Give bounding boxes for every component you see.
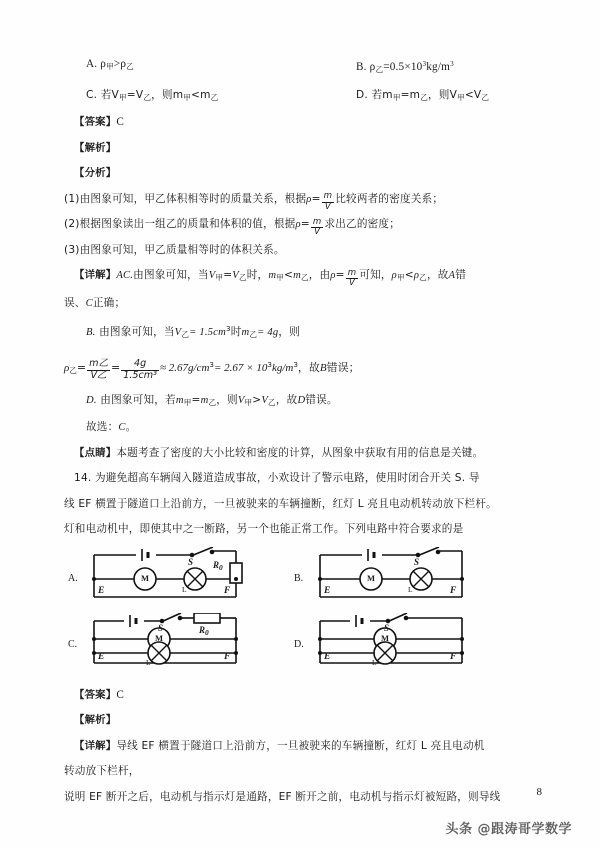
detail-d-v2: V <box>261 394 269 406</box>
detail-b-text-1: 由图象可知，当 <box>99 326 175 338</box>
detail-b-m: m <box>241 327 250 338</box>
detail-b-m-sub: 乙 <box>249 330 258 339</box>
q14-detail-line-3: 说明 EF 断开之后，电动机与指示灯是通路，EF 断开之前，电动机与指示灯被短路，则导线 <box>64 790 501 803</box>
eq-fraction-1-den: V乙 <box>87 370 110 381</box>
detail-ac-m1-sub: 甲 <box>276 273 284 282</box>
q13-detail-ac-cont <box>64 291 538 317</box>
option-c-sub-1: 甲 <box>118 92 127 102</box>
option-b-prefix: B. ρ <box>356 61 376 73</box>
detail-ac-text-6: 错 <box>455 269 466 281</box>
eq-fraction-2 <box>121 359 159 380</box>
circuit-b-node-e: E <box>324 585 331 596</box>
detail-d-text-1: 由图象可知，若 <box>100 393 176 406</box>
q14-detail-tag: 【详解】 <box>74 739 117 752</box>
detail-ac-text-1: 由图象可知，当 <box>133 269 209 281</box>
circuit-b-node-f: F <box>450 585 457 596</box>
q14-answer-line <box>64 683 538 709</box>
detail-ac-formula-equals: = <box>335 269 345 281</box>
eq-tail: ，故 <box>297 360 320 374</box>
detail-d-m1-sub: 甲 <box>183 397 192 407</box>
circuit-c-lamp-label: L <box>146 657 151 667</box>
analysis-2-numerator: m <box>312 216 322 227</box>
detail-ac-lt: < <box>284 269 294 281</box>
detail-ac-cont-label-c: C <box>85 297 93 309</box>
detail-d-v1: V <box>237 394 245 406</box>
choose-dot: 。 <box>125 421 137 433</box>
q14-detail-line-1 <box>64 734 538 760</box>
q13-answer-tag: 【答案】 <box>74 116 117 128</box>
page-content <box>64 52 538 810</box>
detail-ac-text-4: 可知， <box>359 269 392 281</box>
eq-rho: ρ <box>64 361 70 374</box>
analysis-2-denominator: V <box>311 227 324 237</box>
option-c-text-1: C. 若V <box>86 88 119 101</box>
q13-choose-line <box>64 415 538 441</box>
detail-ac-label-a: A <box>448 270 456 281</box>
circuit-d-node-e: E <box>324 651 331 662</box>
analysis-2-rho: ρ <box>295 219 301 230</box>
detail-ac-denominator: V <box>346 278 359 288</box>
detail-d-m1: m <box>175 394 184 406</box>
q14-answer-tag: 【答案】 <box>74 688 117 701</box>
eq-approx: ≈ 2.67g/cm <box>160 361 210 374</box>
detail-ac-text-5: ，故 <box>426 269 449 281</box>
option-c-sub-2: 乙 <box>143 92 152 102</box>
q13-detail-d <box>64 388 538 416</box>
circuit-c-node-e: E <box>98 651 105 662</box>
q13-insight-tag: 【点睛】 <box>74 446 117 459</box>
detail-d-label: D. <box>86 394 97 406</box>
detail-b-value-exp: 3 <box>225 324 231 333</box>
circuit-diagram-a[interactable] <box>84 547 270 605</box>
choose-value: C <box>118 422 126 433</box>
circuit-d-switch-label: S <box>384 622 390 633</box>
analysis-1-text-b: 比较两者的密度关系； <box>335 192 444 205</box>
circuit-row-bottom <box>64 613 538 677</box>
option-d-sub-4: 乙 <box>481 92 490 102</box>
detail-ac-m1: m <box>268 270 277 281</box>
circuit-d-motor-label: M <box>381 632 390 643</box>
q13-breakdown-line <box>64 161 538 187</box>
option-d-text-2: =m <box>400 88 421 101</box>
circuit-option-label-b: B. <box>294 572 304 584</box>
circuit-c-motor-label: M <box>155 632 164 643</box>
detail-ac-r1-sub: 甲 <box>396 273 405 282</box>
detail-ac-equals: = <box>223 269 233 281</box>
option-c-text-2: =V <box>126 88 144 101</box>
eq-fraction-2-num: 4g <box>134 358 147 370</box>
detail-ac-cont-text-2: 正确； <box>92 296 126 309</box>
q14-stem-line-1: 14. 为避免超高车辆闯入隧道造成事故，小欢设计了警示电路，使用时闭合开关 S. 导 <box>74 472 480 484</box>
circuit-a-motor-label: M <box>141 572 150 583</box>
option-c-sub-4: 乙 <box>210 92 219 102</box>
option-a-relation: >ρ <box>113 58 127 70</box>
option-b-exponent: 3 <box>422 60 427 68</box>
detail-d-v1-sub: 甲 <box>244 397 253 407</box>
detail-ac-v1: V <box>208 270 216 281</box>
option-row-ab <box>64 52 538 83</box>
q13-answer-line <box>64 110 538 136</box>
option-a <box>64 52 356 83</box>
eq-fraction-1 <box>87 359 110 380</box>
analysis-1-equals: = <box>311 192 321 205</box>
circuit-a-switch-label: S <box>188 556 194 567</box>
eq-fraction-2-den: 1.5cm³ <box>123 369 157 381</box>
detail-ac-numerator: m <box>347 267 357 278</box>
q13-answer-value: C <box>116 116 125 128</box>
q14-analysis-line <box>64 708 538 734</box>
q14-detail-line-2: 转动放下栏杆， <box>64 765 140 777</box>
analysis-1-denominator: V <box>322 202 335 212</box>
eq-fraction-1-num: m乙 <box>89 358 109 370</box>
option-d-sub-1: 甲 <box>392 92 401 102</box>
circuit-a-lamp-label: L <box>182 584 187 594</box>
detail-ac-m2-sub: 乙 <box>300 273 309 282</box>
q14-answer-value: C <box>116 688 125 701</box>
option-c-text-4: <m <box>191 88 211 101</box>
detail-ac-r1: ρ <box>391 270 397 281</box>
option-d-text-1: D. 若m <box>356 88 393 101</box>
option-b-unit-exponent: 3 <box>450 60 454 68</box>
option-b <box>356 52 538 83</box>
eq-exp-2: 3 <box>267 359 272 369</box>
detail-b-label: B. <box>86 327 96 338</box>
detail-ac-v2: V <box>232 270 239 281</box>
detail-ac-m2: m <box>293 270 301 281</box>
analysis-1-rho: ρ <box>306 193 312 205</box>
eq-rho-sub: 乙 <box>69 365 77 375</box>
option-c-text-3: ，则m <box>151 88 184 101</box>
circuit-b-switch-label: S <box>414 556 420 567</box>
detail-d-v2-sub: 乙 <box>268 397 276 407</box>
q14-analysis-tag: 【解析】 <box>74 714 117 726</box>
option-d-sub-2: 乙 <box>420 92 429 102</box>
circuit-row-top <box>64 547 538 611</box>
detail-ac-lt-2: < <box>404 269 414 281</box>
option-d-text-3: ，则V <box>428 88 458 101</box>
detail-ac-label: AC. <box>116 270 134 281</box>
eq-exp-1: 3 <box>209 359 214 369</box>
detail-d-text-3: ，故 <box>275 393 298 406</box>
q13-analysis-1 <box>64 187 538 213</box>
option-d-text-4: <V <box>464 88 482 101</box>
page-number: 8 <box>536 786 542 798</box>
detail-ac-rho-formula: ρ <box>330 270 336 281</box>
option-d <box>356 83 538 111</box>
analysis-2-text-a: (2)根据图象读出一组乙的质量和体积的值，根据 <box>64 218 296 230</box>
eq-tail-label-b: B <box>319 361 327 374</box>
detail-b-m-value: = 4g <box>257 327 279 338</box>
circuit-c-resistor-label: $R_0$ <box>199 624 209 637</box>
eq-exp-3: 3 <box>293 359 298 369</box>
eq-tail-2: 错误； <box>326 360 360 374</box>
choose-text: 故选： <box>86 421 119 433</box>
q14-detail-text-1: 导线 EF 横置于隧道口上沿前方，一旦被驶来的车辆撞断，红灯 L 亮且电动机 <box>116 739 485 752</box>
option-b-sub-yi: 乙 <box>375 65 384 74</box>
detail-ac-fraction <box>346 269 359 288</box>
analysis-2-equals: = <box>300 218 310 230</box>
circuit-c-switch-label: S <box>158 622 164 633</box>
watermark: 头条 @跟涛哥学数学 <box>445 822 572 837</box>
q13-insight-text: 本题考查了密度的大小比较和密度的计算，从图象中获取有用的信息是关键。 <box>116 446 484 459</box>
detail-ac-text-2: 时， <box>246 269 269 281</box>
detail-d-m2: m <box>200 394 209 406</box>
q13-analysis-2 <box>64 212 538 238</box>
q13-detail-tag: 【详解】 <box>74 269 117 281</box>
detail-b-v: V <box>174 327 182 338</box>
analysis-2-fraction <box>311 218 324 237</box>
circuit-option-label-a: A. <box>68 572 78 584</box>
detail-d-label-2: D <box>297 394 306 406</box>
q13-analysis-line <box>64 136 538 162</box>
option-row-cd <box>64 83 538 111</box>
detail-d-text-4: 错误。 <box>305 393 338 406</box>
circuit-diagram-c[interactable] <box>84 613 270 671</box>
analysis-2-text-b: 求出乙的密度； <box>324 218 400 230</box>
detail-ac-cont-text: 误、 <box>64 296 86 309</box>
circuit-a-node-e: E <box>98 585 105 596</box>
detail-b-text-3: ，则 <box>278 326 300 338</box>
circuit-a-resistor-label: $R_0$ <box>213 559 223 572</box>
q13-detail-b <box>64 316 538 348</box>
q13-detail-ac <box>64 263 538 291</box>
option-b-unit: kg/m <box>426 61 451 73</box>
analysis-1-fraction <box>322 192 335 211</box>
detail-d-equals: = <box>191 393 201 406</box>
circuit-b-motor-label: M <box>367 572 376 583</box>
option-a-sub-yi: 乙 <box>126 62 134 71</box>
q13-analysis-3: (3)由图象可知，甲乙质量相等时的体积关系。 <box>64 243 285 256</box>
analysis-1-numerator: m <box>323 191 333 202</box>
circuit-a-node-f: F <box>224 585 231 596</box>
circuit-diagram-d[interactable] <box>310 613 496 671</box>
q13-insight-line <box>64 441 538 467</box>
detail-b-value: = 1.5cm <box>189 327 226 338</box>
detail-ac-text-3: ，由 <box>308 269 331 281</box>
q14-stem-line-3: 灯和电动机中，即使其中之一断路，另一个也能正常工作。下列电路中符合要求的是 <box>64 523 464 535</box>
circuit-option-label-d: D. <box>294 638 304 650</box>
q14-stem-line-2: 线 EF 横置于隧道口上沿前方，一旦被驶来的车辆撞断，红灯 L 亮且电动机转动放下栏杆。 <box>64 497 497 510</box>
option-a-sub-jia: 甲 <box>106 62 114 71</box>
circuit-d-lamp-label: L <box>372 657 377 667</box>
circuit-c-node-f: F <box>224 651 231 662</box>
detail-ac-v2-sub: 乙 <box>238 273 247 282</box>
circuit-d-node-f: F <box>450 651 457 662</box>
circuit-diagram-b[interactable] <box>310 547 496 605</box>
q13-breakdown-tag: 【分析】 <box>74 167 117 179</box>
circuit-option-label-c: C. <box>68 638 78 650</box>
option-b-value: =0.5×10 <box>383 61 423 73</box>
eq-unit: kg/m <box>271 361 294 374</box>
detail-ac-r2-sub: 乙 <box>419 273 427 282</box>
detail-d-gt: > <box>252 393 262 406</box>
eq-equals-3: = 2.67 × 10 <box>214 361 268 374</box>
q13-density-equation <box>64 348 538 388</box>
detail-b-v-sub: 乙 <box>181 330 190 339</box>
option-c <box>64 83 356 111</box>
analysis-1-text-a: (1)由图象可知，甲乙体积相等时的质量关系，根据 <box>64 192 307 205</box>
detail-d-m2-sub: 乙 <box>208 397 217 407</box>
q13-analysis-tag: 【解析】 <box>74 141 117 154</box>
detail-ac-r2: ρ <box>413 270 420 281</box>
detail-ac-v1-sub: 甲 <box>215 273 224 282</box>
option-c-sub-3: 甲 <box>183 92 192 102</box>
circuit-b-lamp-label: L <box>408 584 413 594</box>
detail-b-text-2: 时 <box>230 326 242 338</box>
eq-equals-1: = <box>76 360 87 374</box>
eq-equals-2: = <box>111 360 121 374</box>
detail-d-text-2: ，则 <box>216 393 238 406</box>
option-d-sub-3: 甲 <box>457 92 465 102</box>
option-a-prefix: A. ρ <box>86 58 107 70</box>
